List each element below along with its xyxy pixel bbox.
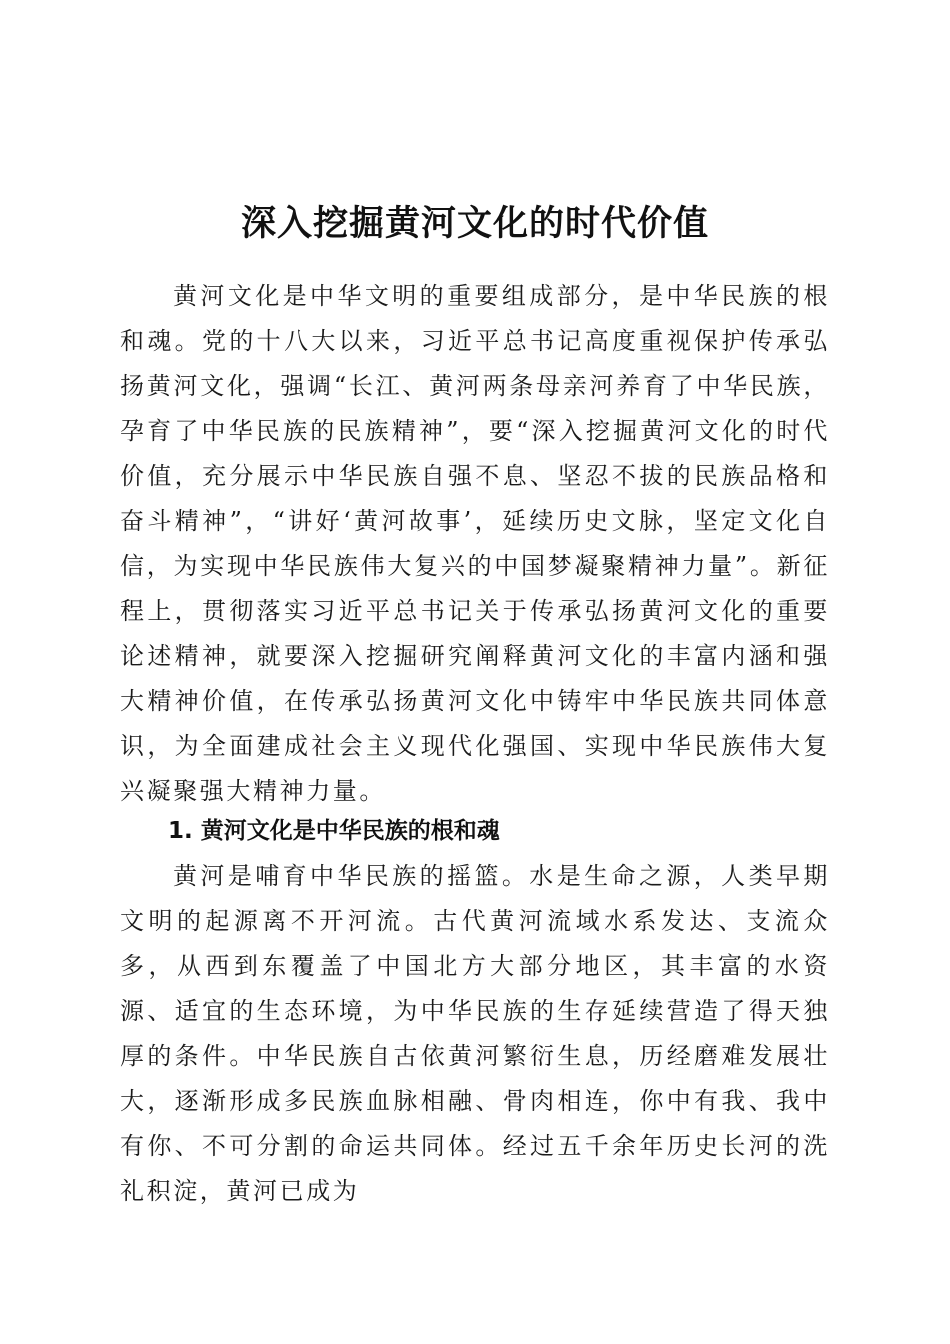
section-1-paragraph: 黄河是哺育中华民族的摇篮。水是生命之源，人类早期文明的起源离不开河流。古代黄河流域水系发达、支流众多，从西到东覆盖了中国北方大部分地区，其丰富的水资源、适宜的生态环境，为中华民族的生存延续营造了得天独厚的条件。中华民族自古依黄河繁衍生息，历经磨难发展壮大，逐渐形成多民族血脉相融、骨肉相连，你中有我、我中有你、不可分割的命运共同体。经过五千余年历史长河的洗礼积淀，黄河已成为 (120, 862, 830, 1205)
section-heading-1: 1. 黄河文化是中华民族的根和魂 (168, 818, 500, 844)
document-title: 深入挖掘黄河文化的时代价值 (240, 203, 709, 245)
intro-paragraph: 黄河文化是中华文明的重要组成部分，是中华民族的根和魂。党的十八大以来，习近平总书记高度重视保护传承弘扬黄河文化，强调“长江、黄河两条母亲河养育了中华民族，孕育了中华民族的民族精神”，要“深入挖掘黄河文化的时代价值，充分展示中华民族自强不息、坚忍不拔的民族品格和奋斗精神”，“讲好‘黄河故事’，延续历史文脉，坚定文化自信，为实现中华民族伟大复兴的中国梦凝聚精神力量”。新征程上，贯彻落实习近平总书记关于传承弘扬黄河文化的重要论述精神，就要深入挖掘研究阐释黄河文化的丰富内涵和强大精神价值，在传承弘扬黄河文化中铸牢中华民族共同体意识，为全面建成社会主义现代化强国、实现中华民族伟大复兴凝聚强大精神力量。 (120, 282, 830, 805)
